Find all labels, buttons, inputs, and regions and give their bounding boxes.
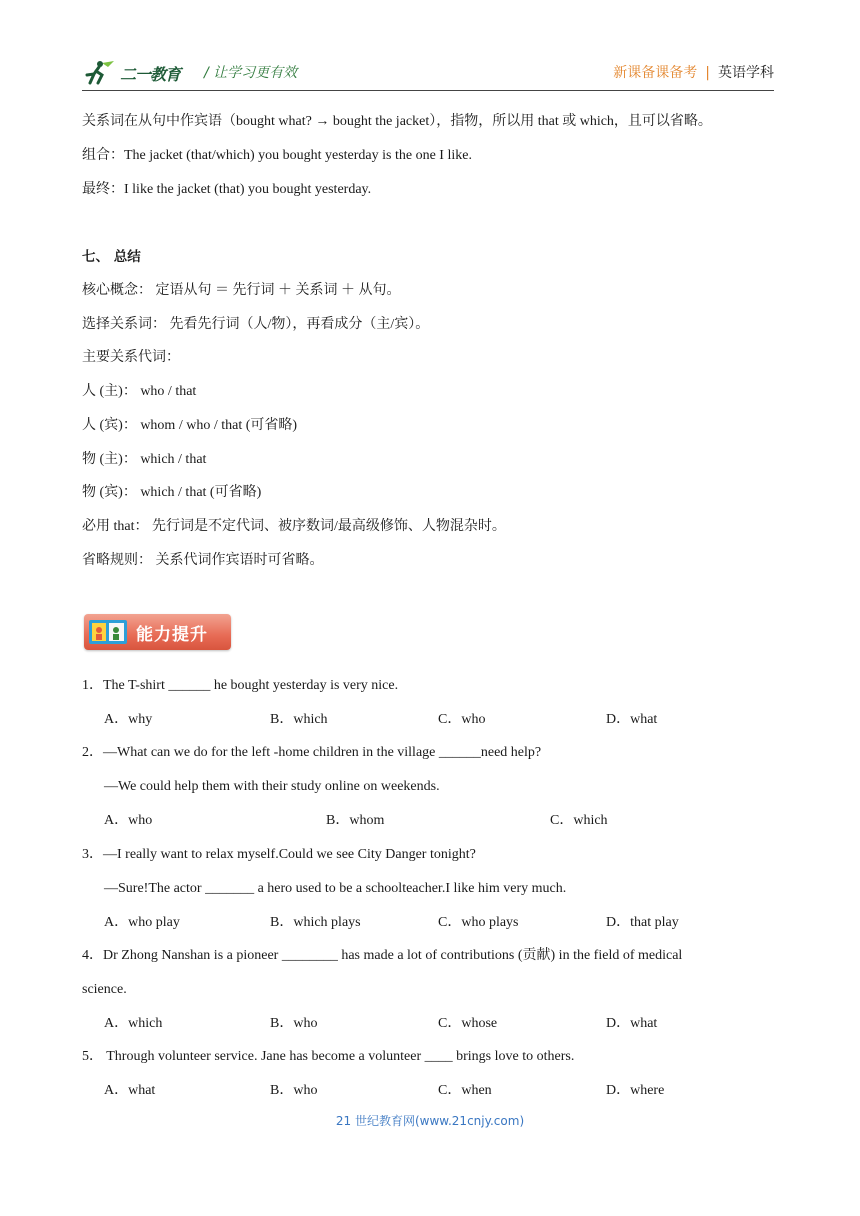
option-d[interactable]: D．where bbox=[606, 1083, 665, 1098]
logo bbox=[82, 58, 180, 88]
option-c[interactable]: C．whose bbox=[438, 1016, 498, 1031]
people-board-icon bbox=[89, 620, 127, 644]
summary-line: 人 (宾)： whom / who / that (可省略) bbox=[82, 418, 298, 433]
option-d[interactable]: D．what bbox=[606, 1016, 658, 1031]
option-a[interactable]: A．who bbox=[104, 813, 153, 828]
page-header bbox=[82, 56, 774, 91]
summary-line: 选择关系词： 先看先行词（人/物），再看成分（主/宾）。 bbox=[82, 317, 430, 332]
header-separator: | bbox=[705, 65, 710, 81]
slogan: / 让学习更有效 bbox=[204, 65, 298, 81]
option-a[interactable]: A．who play bbox=[104, 915, 180, 930]
question-line: —We could help them with their study online on weekends. bbox=[104, 779, 440, 794]
summary-line: 必用 that： 先行词是不定代词、被序数词/最高级修饰、人物混杂时。 bbox=[82, 519, 506, 534]
question-stem: 5． Through volunteer service. Jane has become a volunteer ____ brings love to others. bbox=[82, 1049, 575, 1064]
option-c[interactable]: C．when bbox=[438, 1083, 492, 1098]
runner-logo-icon bbox=[82, 59, 118, 87]
summary-line: 人 (主)： who / that bbox=[82, 384, 197, 399]
question-line: —Sure!The actor _______ a hero used to be a schoolteacher.I like him very much. bbox=[104, 881, 567, 896]
option-b[interactable]: B．who bbox=[270, 1083, 318, 1098]
summary-line: 省略规则： 关系代词作宾语时可省略。 bbox=[82, 553, 324, 568]
question-line: science. bbox=[82, 982, 127, 997]
option-a[interactable]: A．what bbox=[104, 1083, 156, 1098]
question-stem: 4．Dr Zhong Nanshan is a pioneer ________ has made a lot of contributions (贡献) in the field of medical bbox=[82, 948, 683, 963]
option-b[interactable]: B．who bbox=[270, 1016, 318, 1031]
option-a[interactable]: A．why bbox=[104, 712, 153, 727]
option-d[interactable]: D．that play bbox=[606, 915, 679, 930]
logo-text: 二一教育 bbox=[120, 64, 181, 84]
page-footer[interactable]: 21 世纪教育网(www.21cnjy.com) bbox=[335, 1114, 525, 1128]
summary-line: 主要关系代词： bbox=[82, 350, 180, 365]
intro-line: 组合：The jacket (that/which) you bought yesterday is the one I like. bbox=[82, 148, 472, 163]
option-b[interactable]: B．which bbox=[270, 712, 328, 727]
option-d[interactable]: D．what bbox=[606, 712, 658, 727]
question-stem: 2．—What can we do for the left -home children in the village ______need help? bbox=[82, 745, 542, 760]
summary-line: 物 (宾)： which / that (可省略) bbox=[82, 485, 262, 500]
option-c[interactable]: C．which bbox=[550, 813, 608, 828]
option-b[interactable]: B．which plays bbox=[270, 915, 361, 930]
summary-heading: 七、 总结 bbox=[82, 249, 141, 265]
intro-line: 关系词在从句中作宾语（bought what? → bought the jacket），指物，所以用 that 或 which，且可以省略。 bbox=[82, 114, 712, 129]
option-c[interactable]: C．who bbox=[438, 712, 486, 727]
intro-line: 最终：I like the jacket (that) you bought yesterday. bbox=[82, 182, 372, 197]
header-subject-label: 英语学科 bbox=[718, 65, 774, 81]
option-c[interactable]: C．who plays bbox=[438, 915, 519, 930]
section-badge-label: 能力提升 bbox=[136, 625, 208, 645]
summary-line: 物 (主)： which / that bbox=[82, 452, 207, 467]
question-stem: 1．The T-shirt ______ he bought yesterday is very nice. bbox=[82, 678, 399, 693]
option-b[interactable]: B．whom bbox=[326, 813, 385, 828]
section-badge bbox=[84, 614, 231, 650]
option-a[interactable]: A．which bbox=[104, 1016, 163, 1031]
header-subject bbox=[613, 62, 774, 82]
header-course-label: 新课备课备考 bbox=[613, 65, 698, 81]
question-stem: 3．—I really want to relax myself.Could we see City Danger tonight? bbox=[82, 847, 476, 862]
summary-line: 核心概念： 定语从句 ＝ 先行词 ＋ 关系词 ＋ 从句。 bbox=[82, 283, 401, 298]
